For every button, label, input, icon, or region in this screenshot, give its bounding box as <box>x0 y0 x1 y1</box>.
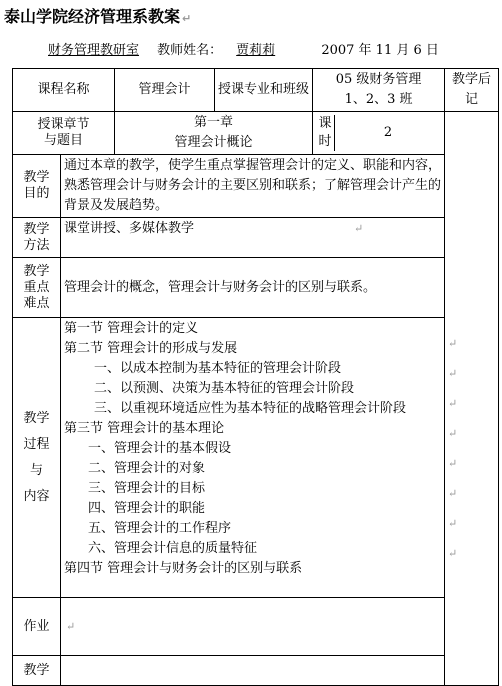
page-title: 泰山学院经济管理系教案 ↵ <box>4 7 192 26</box>
process-line: 四、管理会计的职能 <box>88 501 206 516</box>
goal-text: 通过本章的教学，使学生重点掌握管理会计的定义、职能和内容，熟悉管理会计与财务会计的主要区别和联系；了解管理会计产生的背景及发展趋势。 <box>61 155 445 218</box>
row-homework <box>13 598 499 656</box>
row-process <box>13 318 499 598</box>
hours-label: 课 时 <box>316 115 335 151</box>
process-line: 一、以成本控制为基本特征的管理会计阶段 <box>94 361 342 376</box>
keypoints-text: 管理会计的概念，管理会计与财务会计的区别与联系。 <box>61 258 445 318</box>
teacher-name: 贾莉莉 <box>236 43 276 58</box>
row-keypoints <box>13 258 499 318</box>
process-line: 三、管理会计的目标 <box>88 481 206 496</box>
keypoints-label: 教学 重点 难点 <box>13 258 61 318</box>
chapter-value: 第一章 管理会计概论 <box>115 112 313 155</box>
process-line: 六、管理会计信息的质量特征 <box>88 541 258 556</box>
row-chapter <box>13 112 499 155</box>
postscript-label: 教学后记 <box>445 69 499 112</box>
lesson-plan-table <box>12 68 499 686</box>
process-line: 一、管理会计的基本假设 <box>88 441 232 456</box>
method-text: 课堂讲授、多媒体教学 ↵ <box>61 218 445 258</box>
homework-label: 作业 <box>13 598 61 656</box>
process-line: 第二节 管理会计的形成与发展 <box>64 341 238 356</box>
goal-label: 教学 目的 <box>13 155 61 218</box>
process-line: 第四节 管理会计与财务会计的区别与联系 <box>64 561 303 576</box>
hours-cell <box>313 112 445 155</box>
process-label: 教学 过程 与 内容 <box>13 318 61 598</box>
process-line: 第一节 管理会计的定义 <box>64 321 199 336</box>
department: 财务管理教研室 <box>48 43 140 58</box>
hours-value: 2 <box>383 125 393 140</box>
process-line: 五、管理会计的工作程序 <box>88 521 232 536</box>
row-course <box>13 69 499 112</box>
subheader <box>48 39 453 58</box>
homework-content: ↵ <box>61 598 445 656</box>
major-value: 05 级财务管理 1、2、3 班 <box>313 69 445 112</box>
row-goal <box>13 155 499 218</box>
row-last <box>13 656 499 686</box>
last-row-label: 教学 <box>13 656 61 686</box>
major-label: 授课专业和班级 <box>215 69 313 112</box>
process-content <box>61 318 445 598</box>
course-label: 课程名称 <box>13 69 115 112</box>
chapter-label: 授课章节 与题目 <box>13 112 115 155</box>
postscript-column: ↵ ↵ ↵ ↵ ↵ ↵ ↵ ↵ <box>445 112 499 686</box>
method-label: 教学 方法 <box>13 218 61 258</box>
process-line: 二、管理会计的对象 <box>88 461 206 476</box>
process-line: 二、以预测、决策为基本特征的管理会计阶段 <box>94 381 355 396</box>
date: 2007 年 11 月 6 日 <box>321 43 439 58</box>
process-line: 三、以重视环境适应性为基本特征的战略管理会计阶段 <box>94 401 407 416</box>
row-method <box>13 218 499 258</box>
process-line: 第三节 管理会计的基本理论 <box>64 421 225 436</box>
last-row-content <box>61 656 445 686</box>
teacher-label: 教师姓名： <box>157 43 223 58</box>
course-value: 管理会计 <box>115 69 215 112</box>
